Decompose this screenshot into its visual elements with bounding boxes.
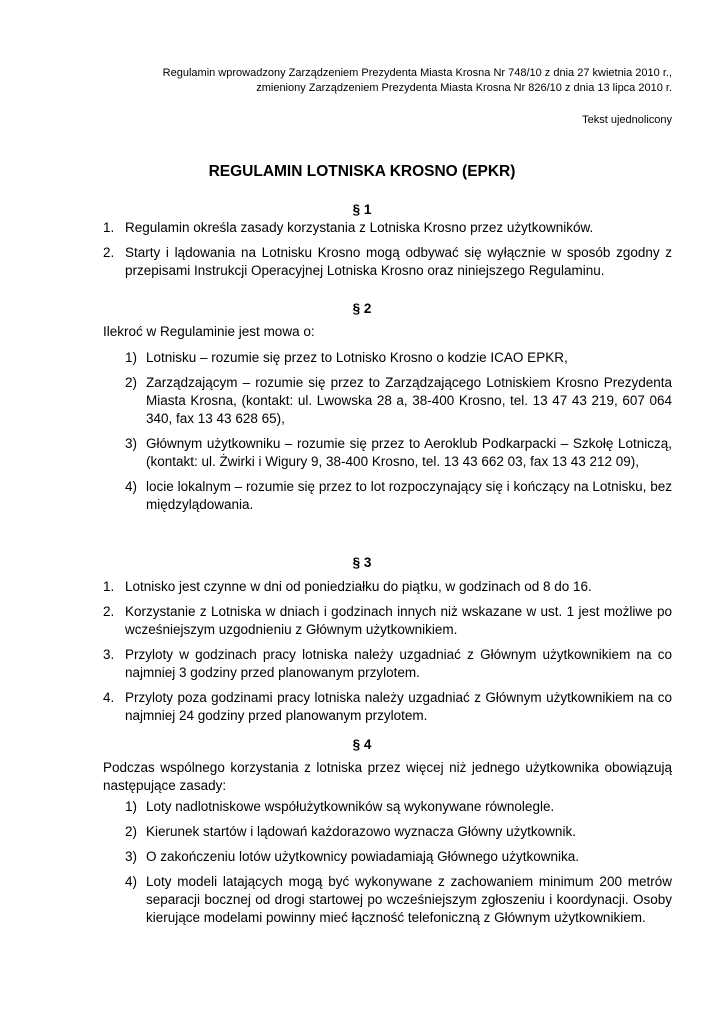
list-item-number: 1) bbox=[125, 799, 138, 814]
header-line-2: zmieniony Zarządzeniem Prezydenta Miasta Krosna Nr 826/10 z dnia 13 lipca 2010 r. bbox=[256, 82, 672, 94]
header-line-1: Regulamin wprowadzony Zarządzeniem Prezydenta Miasta Krosna Nr 748/10 z dnia 27 kwietnia 2010 r., bbox=[162, 67, 672, 79]
list-item bbox=[125, 873, 672, 927]
list-item-number: 2) bbox=[125, 824, 138, 839]
document-title: REGULAMIN LOTNISKA KROSNO (EPKR) bbox=[208, 163, 516, 180]
list-item-number: 1) bbox=[125, 350, 138, 365]
list-item bbox=[125, 478, 672, 514]
document-header bbox=[163, 66, 672, 96]
list-item bbox=[125, 435, 672, 471]
list-item bbox=[125, 798, 672, 816]
section-3-heading: § 3 bbox=[352, 555, 372, 570]
list-item bbox=[103, 603, 672, 639]
section-4-rules bbox=[125, 798, 672, 927]
list-item-text: Przyloty w godzinach pracy lotniska należy uzgadniać z Głównym użytkownikiem na co najmniej 3 godziny przed planowanym przylotem. bbox=[125, 647, 672, 680]
list-item-text: O zakończeniu lotów użytkownicy powiadamiają Głównego użytkownika. bbox=[146, 849, 579, 864]
list-item-text: locie lokalnym – rozumie się przez to lot rozpoczynający się i kończący na Lotnisku, bez międzylądowania. bbox=[146, 479, 672, 512]
list-item bbox=[125, 823, 672, 841]
list-item-text: Lotnisko jest czynne w dni od poniedziałku do piątku, w godzinach od 8 do 16. bbox=[125, 579, 592, 594]
list-item bbox=[125, 374, 672, 428]
section-1-list bbox=[103, 219, 672, 280]
section-1-heading: § 1 bbox=[352, 202, 372, 217]
list-item-text: Głównym użytkowniku – rozumie się przez to Aeroklub Podkarpacki – Szkołę Lotniczą, (kontakt: ul. Żwirki i Wigury 9, 38-400 Krosno, tel. 13 43 662 03, fax 13 43 212 09), bbox=[146, 436, 672, 469]
list-item-text: Przyloty poza godzinami pracy lotniska należy uzgadniać z Głównym użytkownikiem na co najmniej 24 godziny przed planowanym przylotem. bbox=[125, 690, 672, 723]
list-item-number: 1. bbox=[103, 579, 115, 594]
list-item-number: 4) bbox=[125, 479, 138, 494]
list-item-text: Korzystanie z Lotniska w dniach i godzinach innych niż wskazane w ust. 1 jest możliwe po wcześniejszym uzgodnieniu z Głównym użytkownikiem. bbox=[125, 604, 672, 637]
section-2-heading: § 2 bbox=[352, 301, 372, 316]
list-item-text: Kierunek startów i lądowań każdorazowo wyznacza Główny użytkownik. bbox=[146, 824, 576, 839]
list-item bbox=[125, 848, 672, 866]
list-item-text: Loty modeli latających mogą być wykonywane z zachowaniem minimum 200 metrów separacji bocznej od drogi startowej po wcześniejszym zgłoszeniu i koordynacji. Osoby kierujące modelami powinny mieć łączność telefoniczną z Głównym użytkownikiem. bbox=[146, 874, 672, 925]
section-4-intro: Podczas wspólnego korzystania z lotniska przez więcej niż jednego użytkownika obowiązują następujące zasady: bbox=[103, 760, 672, 793]
list-item bbox=[103, 689, 672, 725]
list-item-text: Lotnisku – rozumie się przez to Lotnisko Krosno o kodzie ICAO EPKR, bbox=[146, 350, 568, 365]
list-item bbox=[103, 578, 672, 596]
list-item-number: 2) bbox=[125, 375, 138, 390]
list-item bbox=[103, 244, 672, 280]
list-item-text: Regulamin określa zasady korzystania z Lotniska Krosno przez użytkowników. bbox=[125, 220, 594, 235]
list-item-number: 4. bbox=[103, 690, 115, 705]
list-item-number: 1. bbox=[103, 220, 115, 235]
section-3-list bbox=[103, 578, 672, 725]
list-item bbox=[103, 219, 672, 237]
list-item-number: 3) bbox=[125, 436, 138, 451]
section-2-definitions bbox=[125, 349, 672, 514]
section-2-intro: Ilekroć w Regulaminie jest mowa o: bbox=[103, 324, 315, 339]
list-item-text: Zarządzającym – rozumie się przez to Zarządzającego Lotniskiem Krosno Prezydenta Miasta Krosna, (kontakt: ul. Lwowska 28 a, 38-400 Krosno, tel. 13 47 43 219, 607 064 340, fax 13 43 628 65), bbox=[146, 375, 672, 426]
list-item-number: 2. bbox=[103, 245, 115, 260]
list-item bbox=[103, 646, 672, 682]
list-item-text: Starty i lądowania na Lotnisku Krosno mogą odbywać się wyłącznie w sposób zgodny z przepisami Instrukcji Operacyjnej Lotniska Krosno oraz niniejszego Regulaminu. bbox=[125, 245, 672, 278]
list-item-number: 3. bbox=[103, 647, 115, 662]
list-item-text: Loty nadlotniskowe współużytkowników są wykonywane równolegle. bbox=[146, 799, 555, 814]
list-item-number: 2. bbox=[103, 604, 115, 619]
list-item-number: 4) bbox=[125, 874, 138, 889]
list-item-number: 3) bbox=[125, 849, 138, 864]
section-4-heading: § 4 bbox=[352, 737, 372, 752]
consolidated-text-note: Tekst ujednolicony bbox=[582, 114, 672, 126]
list-item bbox=[125, 349, 672, 367]
